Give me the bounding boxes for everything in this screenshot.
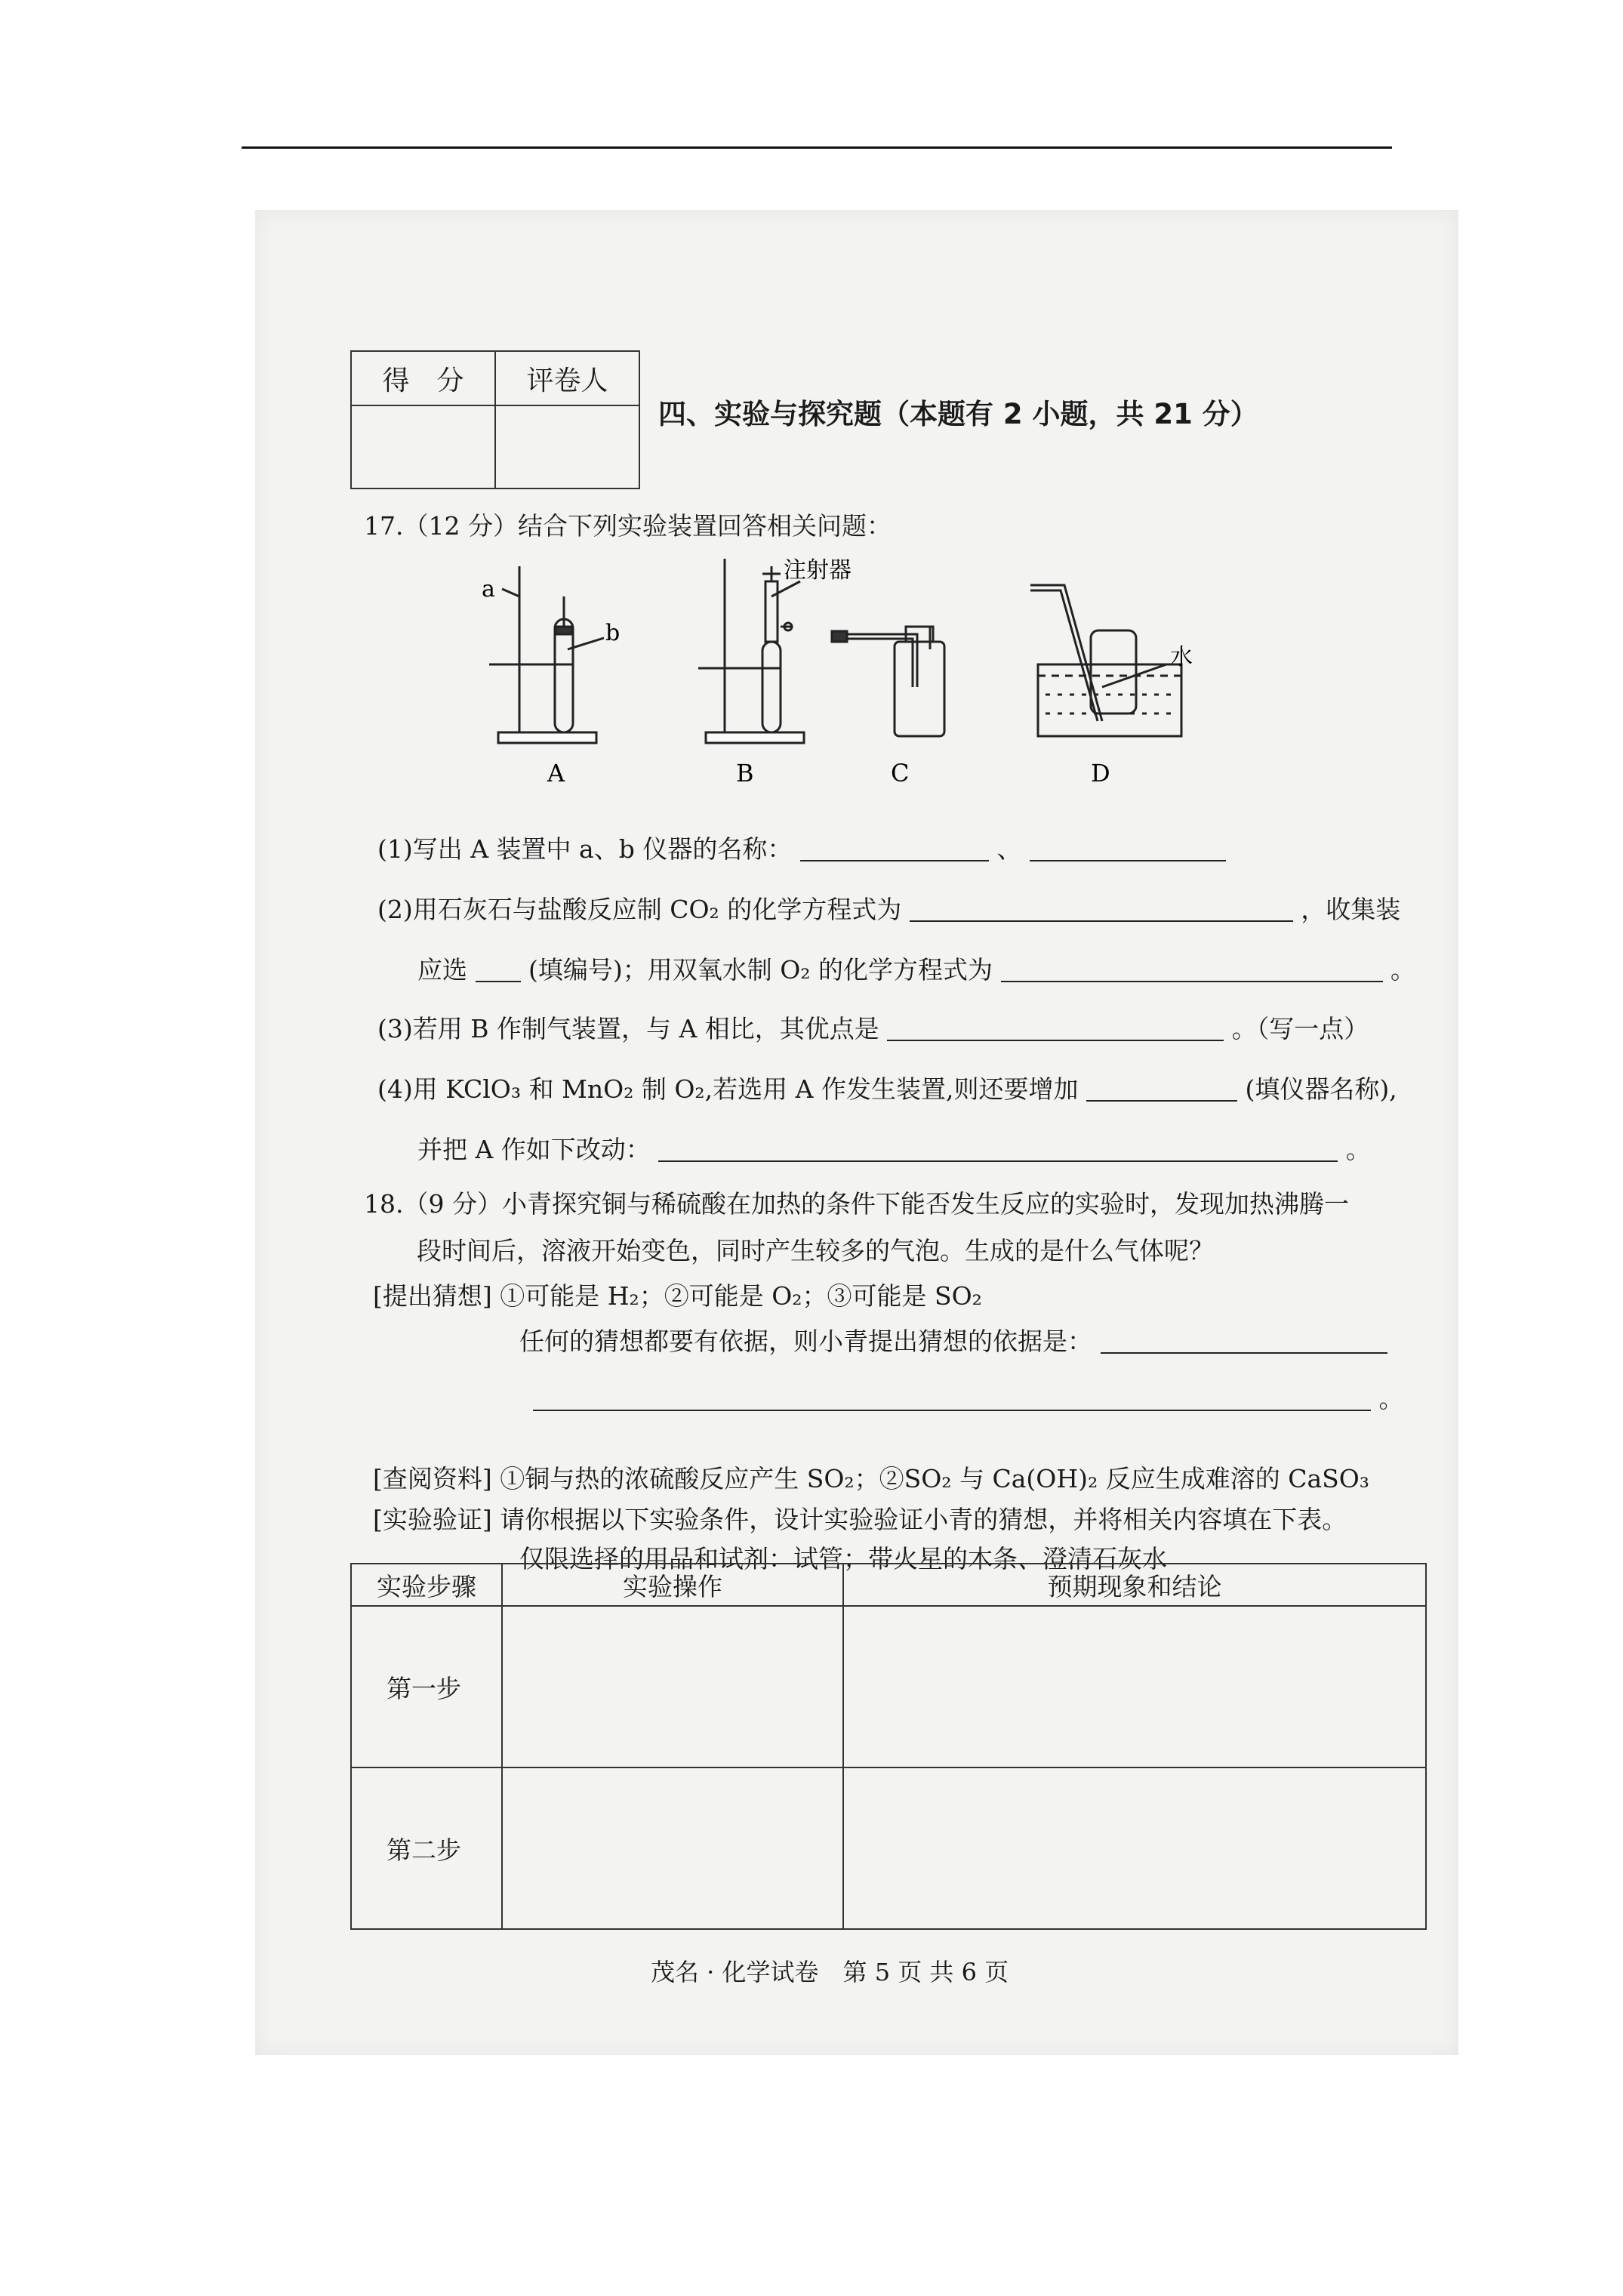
q17-part2-line2 [417, 955, 1416, 985]
experiment-table [350, 1563, 1427, 1930]
q17-part1 [377, 834, 1226, 864]
label-b: b [605, 620, 621, 646]
q17-p2-end: 。 [1390, 955, 1416, 985]
answer-blank-instrument[interactable] [1086, 1077, 1237, 1102]
section-title: 四、实验与探究题（本题有 2 小题，共 21 分） [658, 398, 1258, 430]
answer-blank-collector[interactable] [476, 958, 521, 982]
label-a: a [482, 576, 495, 603]
q18-end-mark: 。 [1378, 1384, 1404, 1413]
score-label: 得 分 [351, 351, 495, 405]
q18-basis-line [519, 1329, 1387, 1354]
answer-blank-o2-equation[interactable] [1001, 958, 1383, 982]
caption-d: D [1091, 759, 1110, 787]
q17-p3-suffix: 。（写一点） [1231, 1014, 1369, 1043]
q17-p1-sep: 、 [996, 834, 1022, 864]
apparatus-a [489, 566, 604, 743]
q17-p2-a: 应选 [417, 955, 467, 985]
q18-reference: [查阅资料] ①铜与热的浓硫酸反应产生 SO₂；②SO₂ 与 Ca(OH)₂ 反应生成难溶的 CaSO₃ [373, 1464, 1370, 1493]
q17-part4-line2 [417, 1137, 1371, 1162]
top-rule [242, 146, 1392, 149]
answer-blank-basis-1[interactable] [1101, 1330, 1387, 1354]
header-operation: 实验操作 [502, 1564, 843, 1606]
q17-p1-prefix: (1)写出 A 装置中 a、b 仪器的名称： [377, 834, 793, 864]
score-cell[interactable] [351, 405, 495, 488]
q17-part4-line1 [377, 1074, 1397, 1104]
page-footer: 茂名 · 化学试卷 第 5 页 共 6 页 [651, 1958, 1009, 1986]
q17-part3 [377, 1016, 1369, 1041]
caption-b: B [736, 759, 754, 787]
table-row [351, 1606, 1426, 1767]
q17-stem: 17.（12 分）结合下列实验装置回答相关问题： [364, 511, 892, 541]
header-result: 预期现象和结论 [843, 1564, 1426, 1606]
caption-a: A [547, 759, 565, 787]
answer-blank-advantage[interactable] [887, 1017, 1224, 1041]
apparatus-figure [483, 551, 1313, 800]
q17-p4-prefix: (4)用 KClO₃ 和 MnO₂ 制 O₂,若选用 A 作发生装置,则还要增加 [377, 1074, 1079, 1104]
answer-blank-b[interactable] [1030, 837, 1226, 861]
q17-p2-b: (填编号)；用双氧水制 O₂ 的化学方程式为 [528, 955, 993, 985]
table-row [351, 1767, 1426, 1929]
step-1-label: 第一步 [351, 1606, 502, 1767]
answer-blank-basis-2[interactable] [533, 1387, 1371, 1411]
caption-c: C [891, 759, 910, 787]
apparatus-d [1030, 585, 1181, 736]
q17-p2-mid: ，收集装 [1301, 895, 1401, 924]
answer-blank-co2-equation[interactable] [910, 898, 1293, 922]
apparatus-b [698, 559, 804, 743]
q17-p2-prefix: (2)用石灰石与盐酸反应制 CO₂ 的化学方程式为 [377, 895, 902, 924]
q17-p4-suffix: (填仪器名称), [1245, 1074, 1397, 1104]
q17-p4-line2: 并把 A 作如下改动： [417, 1135, 651, 1164]
q18-stem-line2: 段时间后，溶液开始变色，同时产生较多的气泡。生成的是什么气体呢？ [417, 1236, 1214, 1265]
answer-blank-modification[interactable] [658, 1138, 1338, 1162]
q18-basis: 任何的猜想都要有依据，则小青提出猜想的依据是： [519, 1327, 1092, 1356]
step-1-result-cell[interactable] [843, 1606, 1426, 1767]
q18-verify: [实验验证] 请你根据以下实验条件，设计实验验证小青的猜想，并将相关内容填在下表。 [373, 1505, 1347, 1534]
q17-part2-line1 [377, 897, 1400, 922]
q18-materials: 仅限选择的用品和试剂：试管；带火星的木条、澄清石灰水 [519, 1544, 1167, 1573]
grader-label: 评卷人 [495, 351, 639, 405]
syringe-label: 注射器 [784, 557, 852, 584]
header-step: 实验步骤 [351, 1564, 502, 1606]
water-label: 水 [1170, 644, 1193, 670]
apparatus-c [832, 627, 944, 736]
q18-basis-line2 [533, 1386, 1404, 1411]
q17-p3-prefix: (3)若用 B 作制气装置，与 A 相比，其优点是 [377, 1014, 879, 1043]
step-2-operation-cell[interactable] [502, 1767, 843, 1929]
step-2-label: 第二步 [351, 1767, 502, 1929]
score-box [350, 350, 640, 489]
q18-hypothesis: [提出猜想] ①可能是 H₂；②可能是 O₂；③可能是 SO₂ [373, 1281, 982, 1311]
answer-blank-a[interactable] [800, 837, 989, 861]
step-1-operation-cell[interactable] [502, 1606, 843, 1767]
q18-stem-line1: 18.（9 分）小青探究铜与稀硫酸在加热的条件下能否发生反应的实验时，发现加热沸腾一 [364, 1189, 1349, 1219]
step-2-result-cell[interactable] [843, 1767, 1426, 1929]
grader-cell[interactable] [495, 405, 639, 488]
q17-p4-end: 。 [1345, 1135, 1371, 1164]
